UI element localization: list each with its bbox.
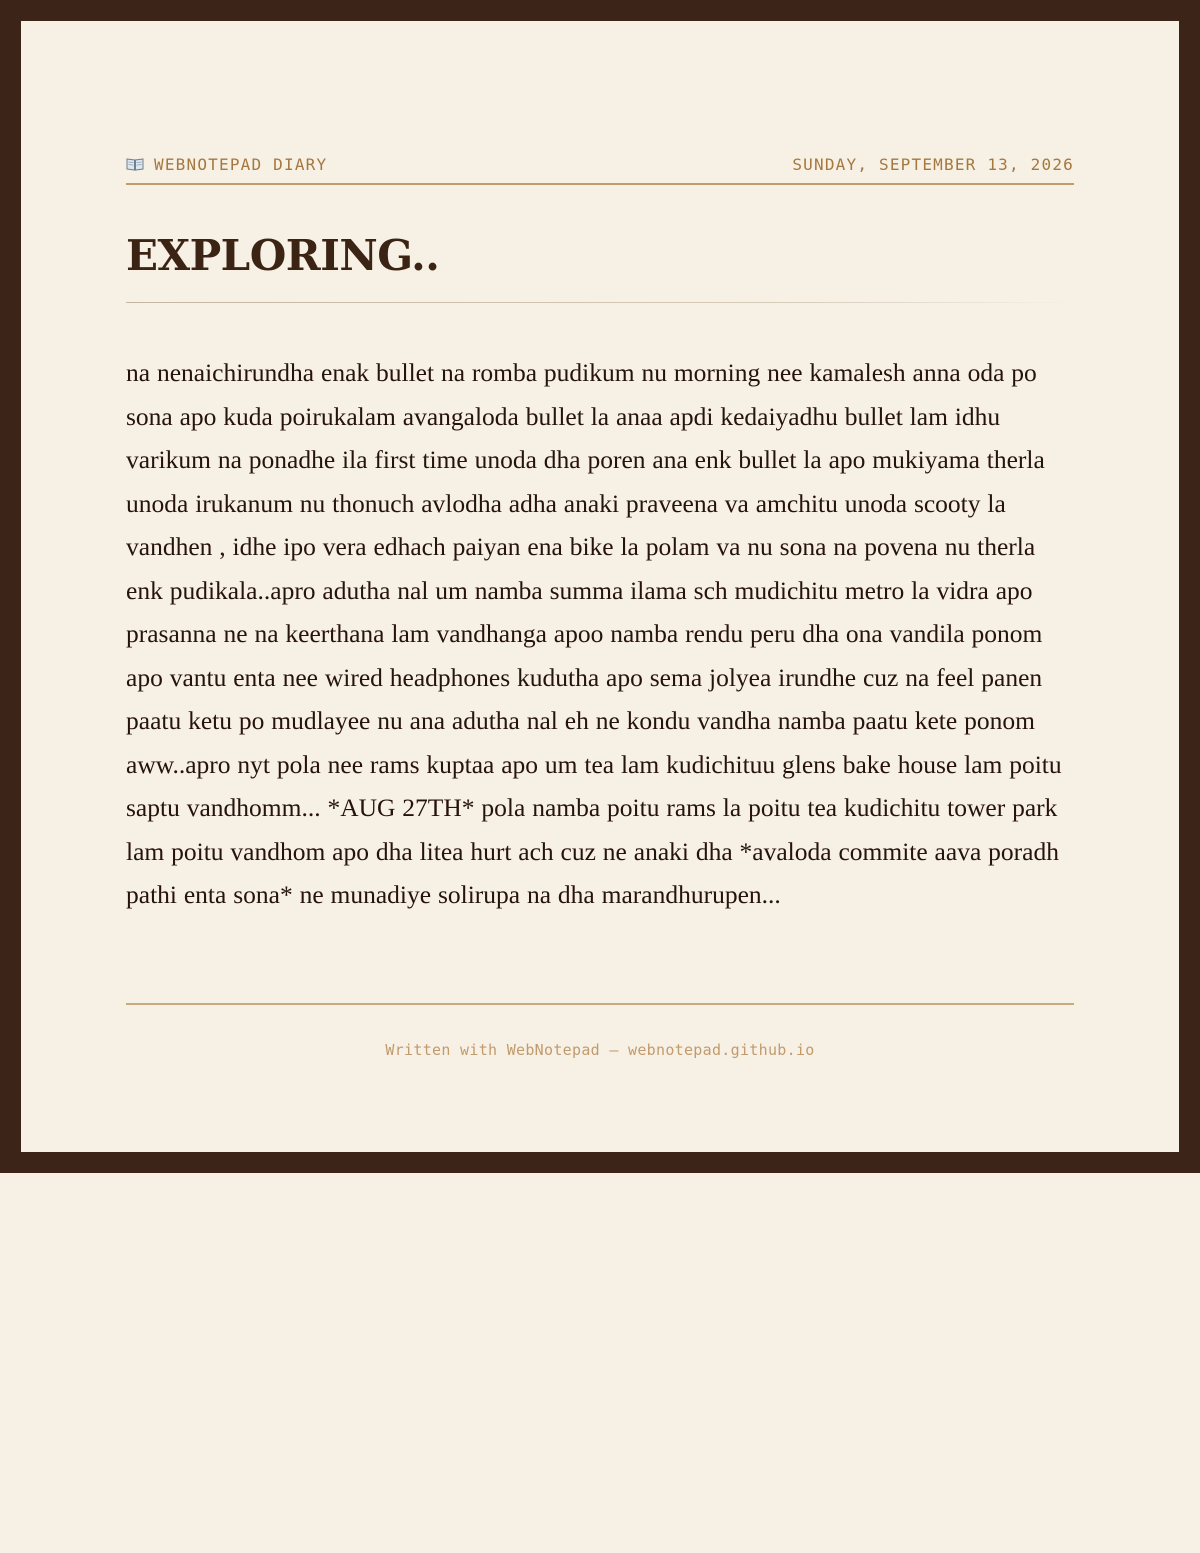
diary-header xyxy=(126,155,1074,185)
diary-page xyxy=(21,21,1179,1152)
entry-title: EXPLORING.. xyxy=(126,231,440,280)
open-book-icon xyxy=(126,157,144,171)
brand xyxy=(126,155,327,174)
entry-body: na nenaichirundha enak bullet na romba pudikum nu morning nee kamalesh anna oda po sona apo kuda poirukalam avangaloda bullet la anaa apdi kedaiyadhu bullet lam idhu varikum na ponadhe ila first time unoda dha poren ana enk bullet la apo mukiyama therla unoda irukanum nu thonuch avlodha adha anaki praveena va amchitu unoda scooty la vandhen , idhe ipo vera edhach paiyan ena bike la polam va nu sona na povena nu therla enk pudikala..apro adutha nal um namba summa ilama sch mudichitu metro la vidra apo prasanna ne na keerthana lam vandhanga apoo namba rendu peru dha ona vandila ponom apo vantu enta nee wired headphones kudutha apo sema jolyea irundhe cuz na feel panen paatu ketu po mudlayee nu ana adutha nal eh ne kondu vandha namba paatu kete ponom aww..apro nyt pola nee rams kuptaa apo um tea lam kudichituu glens bake house lam poitu saptu vandhomm... *AUG 27TH* pola namba poitu rams la poitu tea kudichitu tower park lam poitu vandhom apo dha litea hurt ach cuz ne anaki dha *avaloda commite aava poradh pathi enta sona* ne munadiye solirupa na dha marandhurupen... xyxy=(126,358,1062,909)
brand-label: WEBNOTEPAD DIARY xyxy=(154,155,328,174)
footer-divider xyxy=(126,1003,1074,1005)
footer-credit: Written with WebNotepad — webnotepad.github.io xyxy=(385,1041,815,1059)
title-divider xyxy=(126,302,1074,303)
entry-date: SUNDAY, SEPTEMBER 13, 2026 xyxy=(792,155,1074,174)
